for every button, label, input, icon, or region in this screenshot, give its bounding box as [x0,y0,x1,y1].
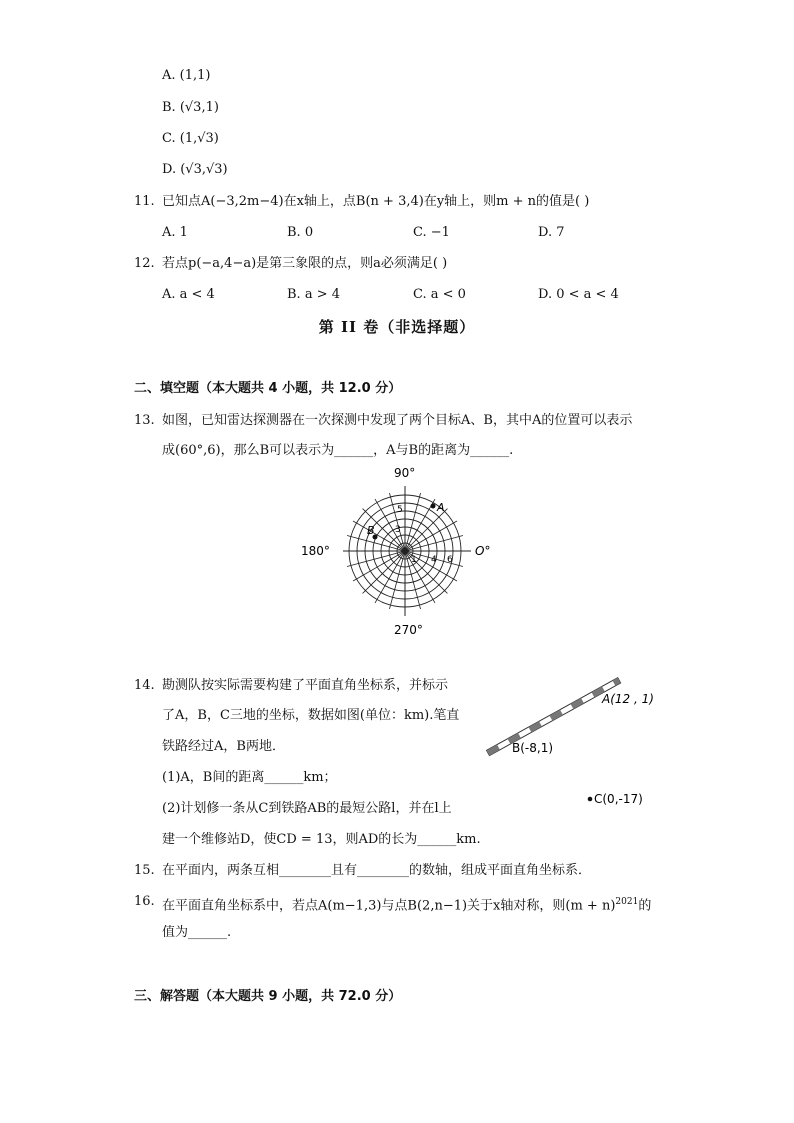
radar-ring-label-3: 3 [395,525,401,535]
q12-option-d: D. 0 < a < 4 [538,287,619,302]
radar-figure [295,462,500,640]
q14-line2: 了A，B，C三地的坐标，数据如图(单位：km).笔直 [162,708,460,723]
radar-label-b: B [367,524,375,537]
radar-label-270: 270° [394,623,423,637]
q12-option-c: C. a < 0 [413,287,466,302]
railway-label-b: B(-8,1) [512,741,554,755]
q14-line3: 铁路经过A，B两地． [162,739,285,754]
radar-point-a [431,504,436,509]
railway-point-c [588,797,593,802]
q14-number: 14. [134,678,155,693]
q15-text: 在平面内，两条互相________且有________的数轴，组成平面直角坐标系． [162,863,592,878]
radar-label-90: 90° [394,466,416,480]
q14-line1: 勘测队按实际需要构建了平面直角坐标系，并标示 [162,678,449,693]
q13-number: 13. [134,413,155,428]
q12-text: 若点p(−a,4−a)是第三象限的点，则a必须满足( ) [162,256,448,271]
q10-option-d: D. (√3,√3) [162,162,228,177]
q11-option-a: A. 1 [162,225,188,240]
radar-label-180: 180° [301,544,330,558]
q16-line1 [162,893,651,915]
section3-heading: 三、解答题（本大题共 9 小题，共 72.0 分） [134,989,402,1004]
q14-line4: (1)A，B间的距离______km； [162,770,337,785]
radar-ring-label-5: 5 [397,505,403,515]
q16-exponent: 2021 [615,897,639,907]
section2-heading: 二、填空题（本大题共 4 小题，共 12.0 分） [134,381,402,396]
railway-track [487,678,621,756]
q16-line2: 值为______. [162,925,232,940]
q11-text: 已知点A(−3,2m−4)在x轴上，点B(n + 3,4)在y轴上，则m + n的值是( ) [162,194,590,209]
railway-label-a: A(12 , 1) [602,692,654,706]
railway-figure [478,672,678,812]
radar-label-a: A [437,501,445,514]
q13-line1: 如图，已知雷达探测器在一次探测中发现了两个目标A、B，其中A的位置可以表示 [162,413,633,428]
q12-option-b: B. a > 4 [287,287,340,302]
q11-number: 11. [134,194,155,209]
q16-line1-tail: 的 [638,898,652,914]
q10-option-b: B. (√3,1) [162,100,219,115]
q14-line5: (2)计划修一条从C到铁路AB的最短公路l，并在l上 [162,801,452,816]
q11-option-b: B. 0 [287,225,314,240]
radar-origin [402,548,408,554]
q12-option-a: A. a < 4 [162,287,215,302]
q16-number: 16. [134,894,155,909]
q10-option-a: A. (1,1) [162,68,211,83]
q14-line6: 建一个维修站D，使CD = 13，则AD的长为______km. [162,832,481,847]
q11-option-d: D. 7 [538,225,565,240]
q11-option-c: C. −1 [413,225,450,240]
q15-number: 15. [134,863,155,878]
radar-ring-label-6: 6 [447,555,453,565]
q16-line1-main: 在平面直角坐标系中，若点A(m−1,3)与点B(2,n−1)关于x轴对称，则(m + n) [162,898,616,914]
q12-number: 12. [134,256,155,271]
radar-ring-label-1: 1 [411,555,417,565]
radar-ring-label-4: 4 [431,555,437,565]
radar-label-0: O° [475,544,491,558]
q10-option-c: C. (1,√3) [162,131,219,146]
railway-label-c: C(0,-17) [594,792,643,806]
part2-title: 第 II 卷（非选择题） [318,318,476,336]
q13-line2: 成(60°,6)，那么B可以表示为______，A与B的距离为______. [162,443,514,458]
